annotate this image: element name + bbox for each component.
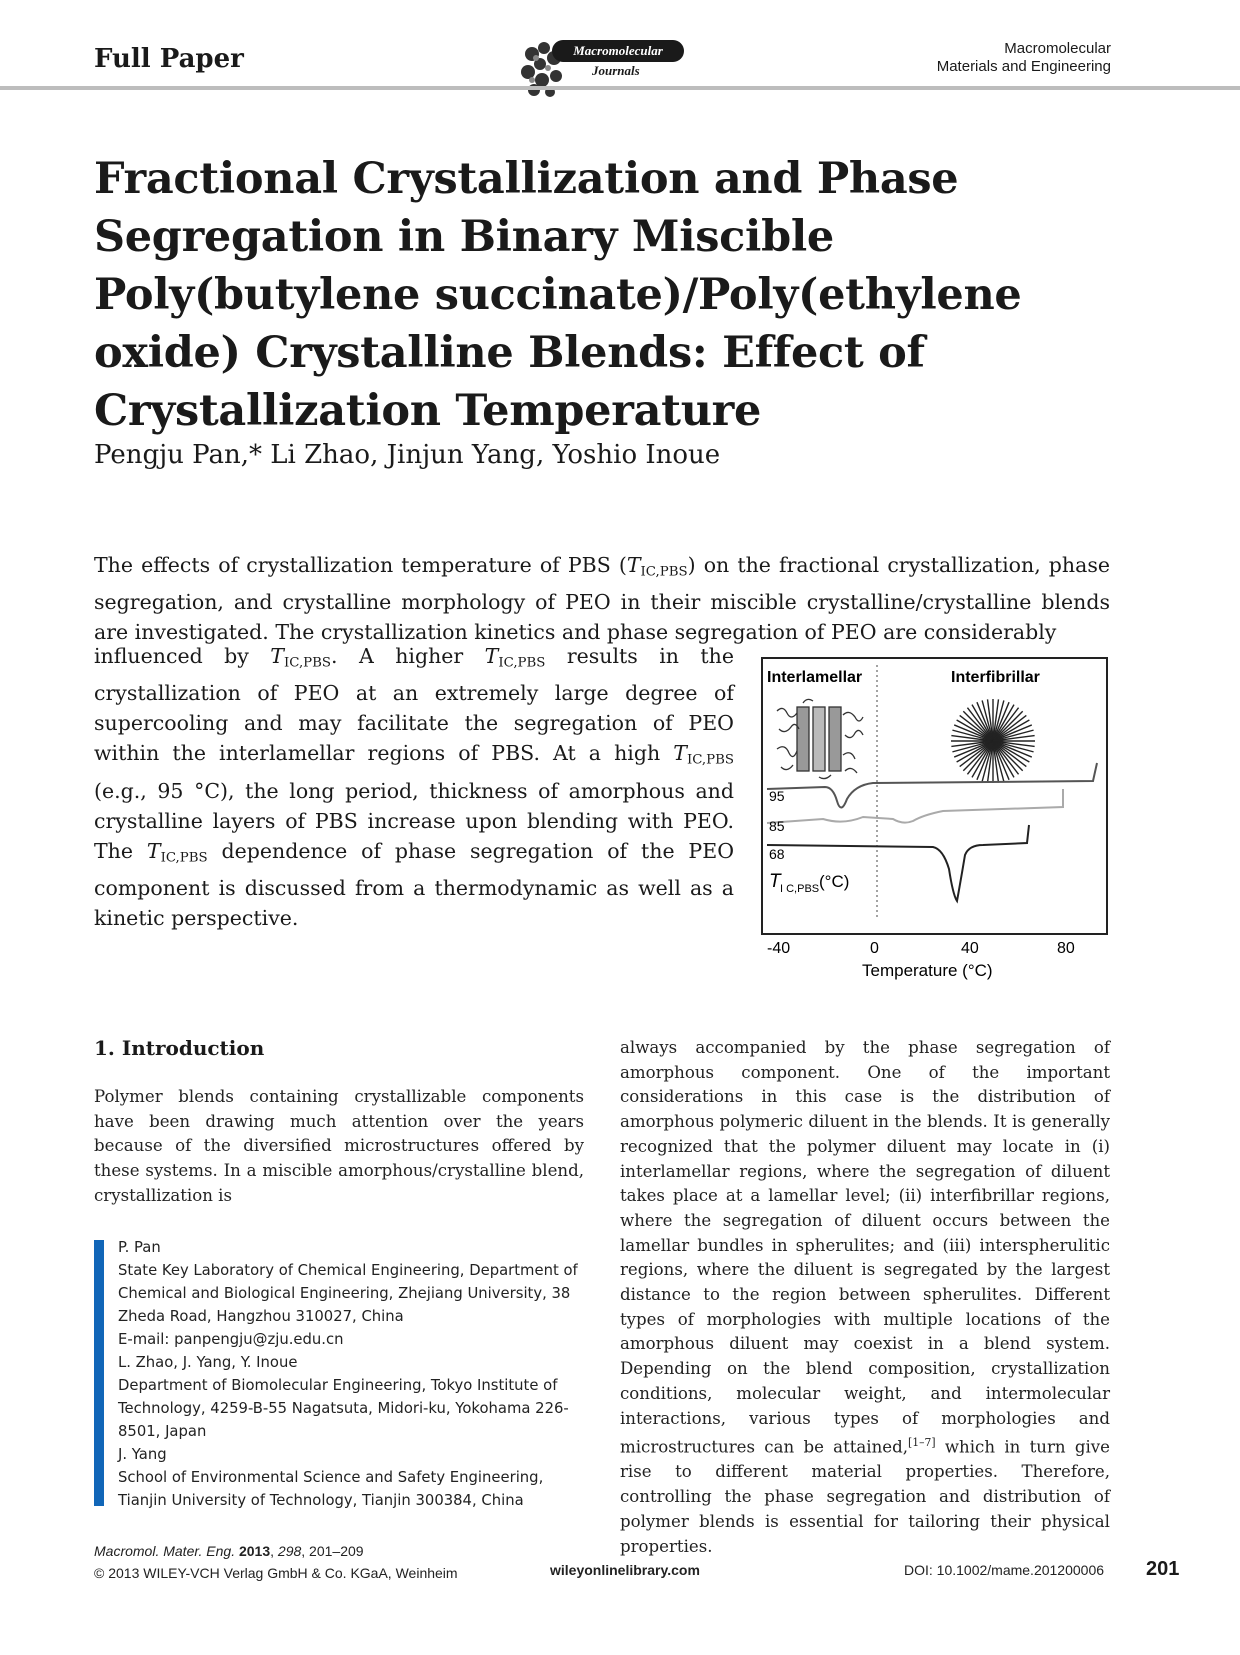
header-rule: [0, 86, 1240, 90]
x-tick: -40: [767, 940, 791, 957]
symbol-t: T: [626, 553, 641, 577]
symbol-sub: IC,PBS: [640, 564, 688, 580]
curve-85: [767, 789, 1063, 823]
affiliation-line: State Key Laboratory of Chemical Engineering, Department of Chemical and Biological Engineering, Zhejiang University, 38 Zheda Road, Hangzhou 310027, China: [118, 1262, 578, 1325]
x-tick: 40: [961, 940, 979, 957]
annotation-symbol: T: [769, 871, 781, 892]
symbol-t: T: [673, 741, 687, 766]
symbol-t: T: [270, 644, 284, 668]
label-interlamellar: Interlamellar: [767, 669, 863, 686]
symbol-sub: IC,PBS: [686, 752, 734, 768]
affiliation-line: Department of Biomolecular Engineering, Tokyo Institute of Technology, 4259-B-55 Nagatsuta, Midori-ku, Yokohama 226-8501, Japan: [118, 1377, 569, 1440]
symbol-t: T: [146, 838, 161, 863]
abstract-top: [94, 550, 1110, 647]
abstract-text: ) on the fractional crystallization, phase segregation, and crystalline morphology of PEO in their miscible crystalline/crystalline blends are investigated. The crystallization kinetics and phase segregation of PEO are considerably: [94, 553, 1111, 645]
symbol-sub: IC,PBS: [283, 655, 332, 671]
x-axis: [761, 932, 1108, 982]
curve-label-68: 68: [769, 846, 785, 862]
abstract-left: [94, 641, 734, 933]
website-link[interactable]: wileyonlinelibrary.com: [550, 1562, 700, 1578]
affiliation-bar: [94, 1240, 104, 1506]
affiliation-email[interactable]: E-mail: panpengju@zju.edu.cn: [118, 1331, 344, 1348]
curve-label-85: 85: [769, 818, 785, 834]
symbol-sub: IC,PBS: [498, 655, 546, 671]
abstract-text: (e.g., 95 °C), the long period, thickness of amorphous and crystalline layers of PBS increase upon blending with PEO. The: [94, 778, 734, 863]
footer-citation: Macromol. Mater. Eng. 2013, 298, 201–209 © 2013 WILEY-VCH Verlag GmbH & Co. KGaA, Weinheim: [94, 1540, 458, 1584]
section-heading: 1. Introduction: [94, 1036, 265, 1060]
reference-link[interactable]: [1–7]: [908, 1436, 936, 1450]
abstract-text: influenced by: [94, 644, 271, 668]
interlamellar-schematic-icon: [777, 699, 863, 778]
citation-journal: Macromol. Mater. Eng.: [94, 1543, 236, 1559]
spherulite-icon: [951, 699, 1035, 783]
journal-line-1: Macromolecular: [1004, 40, 1111, 57]
journal-name: [937, 40, 1111, 76]
abstract-text: dependence of phase segregation of the PEO component is discussed from a thermodynamic as well as a kinetic perspective.: [94, 838, 735, 930]
affiliations: [118, 1236, 586, 1512]
abstract-text: results in the crystallization of PEO at an extremely large degree of supercooling and may facilitate the segregation of PEO within the interlamellar regions of PBS. At a high: [94, 644, 734, 766]
author-list: Pengju Pan,* Li Zhao, Jinjun Yang, Yoshio Inoue: [94, 440, 721, 470]
intro-text: which in turn give rise to different material properties. Therefore, controlling the phase segregation and distribution of polymer blends is essential for tailoring their physical properties.: [620, 1437, 1110, 1556]
citation-volume: 298: [277, 1543, 302, 1559]
abstract-text: The effects of crystallization temperature of PBS (: [94, 553, 627, 577]
logo-subtext: Journals: [592, 63, 640, 78]
graphic-svg: [763, 659, 1106, 933]
label-interfibrillar: Interfibrillar: [951, 669, 1040, 686]
annotation-unit: (°C): [819, 872, 850, 891]
symbol-sub: IC,PBS: [160, 849, 208, 865]
journal-line-2: Materials and Engineering: [936, 58, 1111, 75]
intro-right-column: [620, 1036, 1110, 1559]
affiliation-line: P. Pan: [118, 1239, 161, 1256]
citation-year: 2013: [238, 1543, 271, 1559]
publisher-logo: [512, 34, 692, 100]
annotation-subscript: I C,PBS: [780, 883, 820, 895]
affiliation-line: L. Zhao, J. Yang, Y. Inoue: [118, 1354, 298, 1371]
graphical-abstract: [761, 657, 1108, 935]
page-number: 201: [1146, 1558, 1180, 1580]
intro-left-column: Polymer blends containing crystallizable components have been drawing much attention over the years because of the diversified microstructures offered by these systems. In a miscible amorphous/crystalline blend, crystallization is: [94, 1087, 584, 1205]
logo-pill: Macromolecular: [552, 40, 684, 62]
symbol-t: T: [484, 644, 499, 668]
intro-text: always accompanied by the phase segregation of amorphous component. One of the important considerations in this case is the distribution of amorphous polymeric diluent in the blends. It is generally recognized that the polymer diluent may locate in (i) interlamellar regions, where the segregation of diluent takes place at a lamellar level; (ii) interfibrillar regions, where the segregation of diluent occurs between the lamellar bundles in spherulites; and (iii) interspherulitic regions, where the diluent is segregated by the largest distance to the region between spherulites. Different types of morphologies with multiple locations of the amorphous diluent may coexist in a blend system. Depending on the blend composition, crystallization conditions, molecular weight, and intermolecular interactions, various types of morphologies and microstructures can be attained,: [620, 1038, 1110, 1457]
affiliation-line: J. Yang: [118, 1446, 167, 1463]
citation-pages: , 201–209: [301, 1543, 364, 1559]
x-tick: 0: [870, 940, 879, 957]
x-tick: 80: [1057, 940, 1075, 957]
article-title: Fractional Crystallization and Phase Segregation in Binary Miscible Poly(butylene succinate)/Poly(ethylene oxide) Crystalline Blends: Effect of Crystallization Temperature: [94, 154, 1022, 436]
abstract-text: . A higher: [331, 644, 485, 668]
affiliation-line: School of Environmental Science and Safety Engineering, Tianjin University of Technology, Tianjin 300384, China: [118, 1469, 544, 1509]
curve-label-95: 95: [769, 788, 785, 804]
x-axis-label: Temperature (°C): [862, 961, 993, 980]
doi[interactable]: DOI: 10.1002/mame.201200006: [904, 1562, 1105, 1578]
section-label: Full Paper: [94, 44, 244, 74]
copyright: © 2013 WILEY-VCH Verlag GmbH & Co. KGaA, Weinheim: [94, 1565, 458, 1581]
